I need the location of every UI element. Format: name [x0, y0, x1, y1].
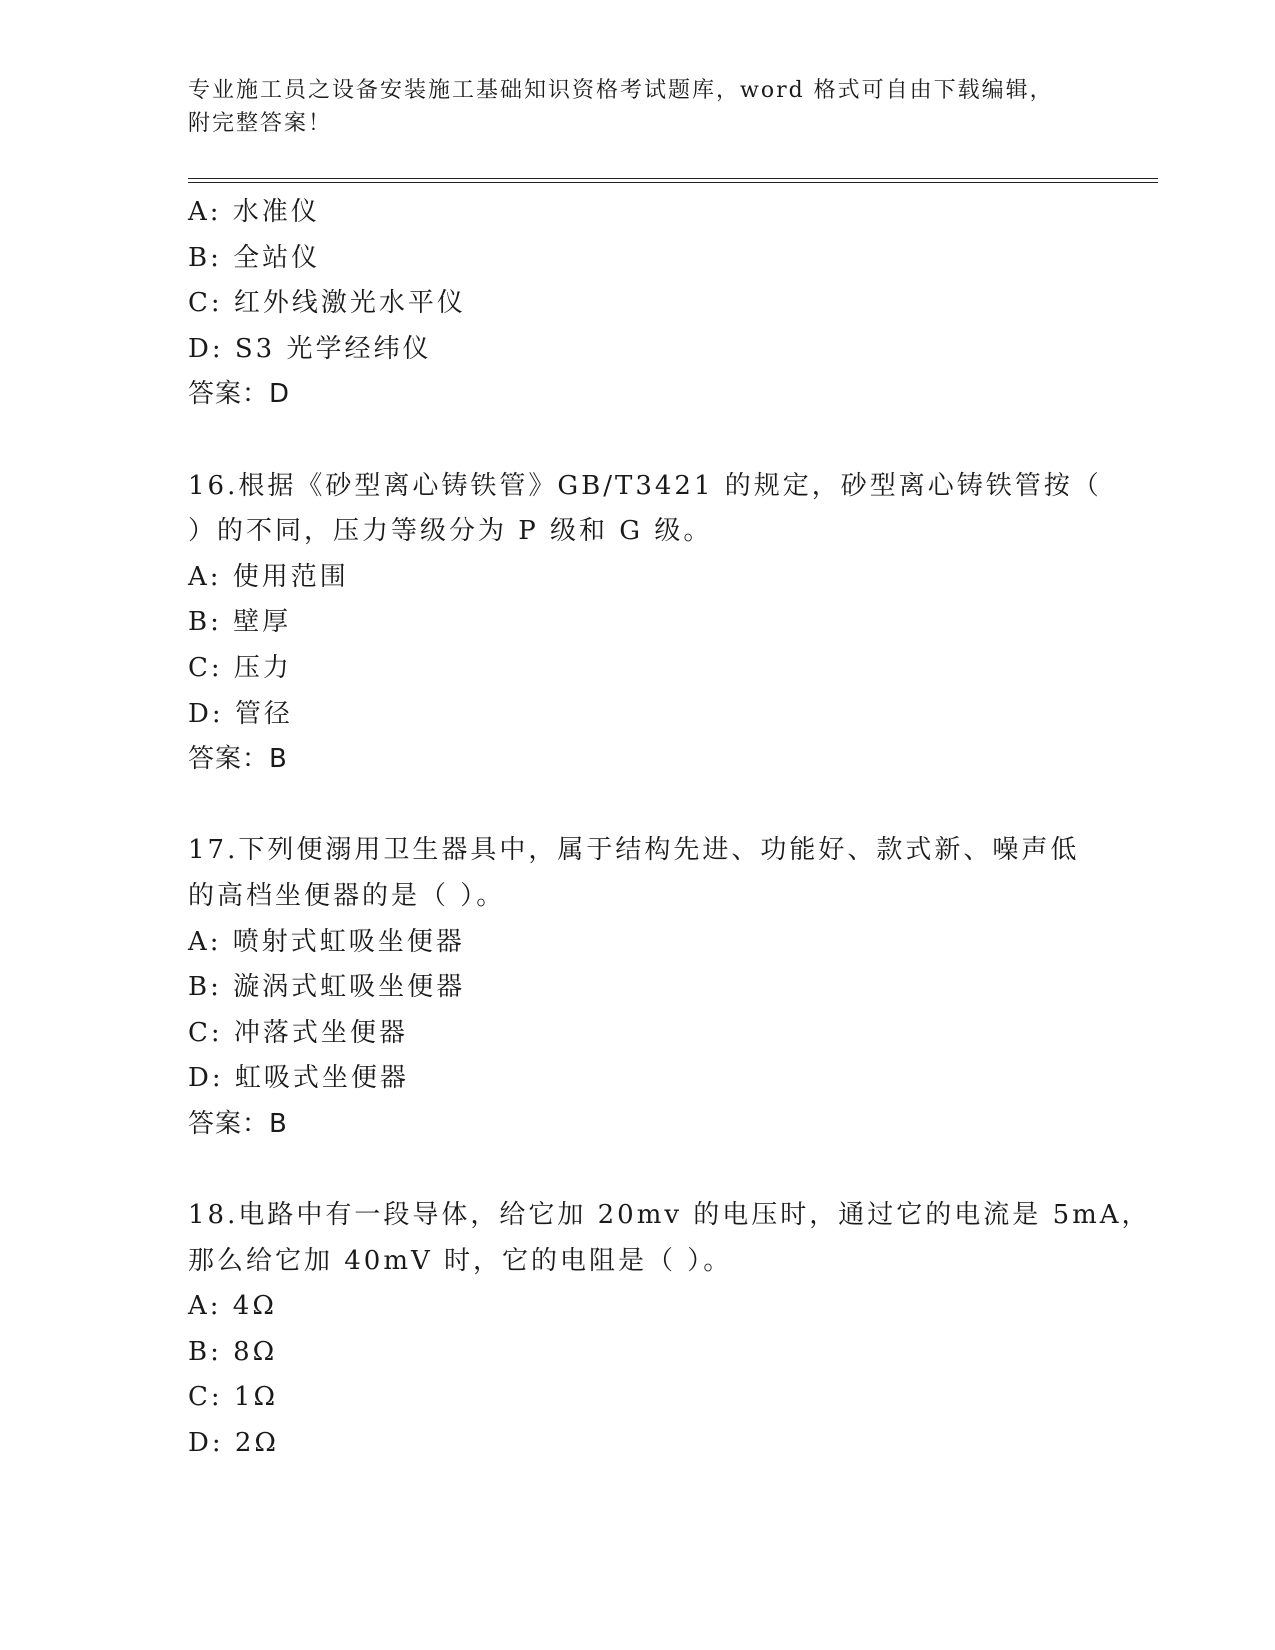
answer-line: 答案：B	[188, 744, 288, 775]
option-c: C: 压力	[188, 652, 292, 683]
question-list	[188, 190, 1158, 1467]
question-stem-line-1: 17.下列便溺用卫生器具中，属于结构先进、功能好、款式新、噪声低	[188, 835, 1080, 866]
header-line-1: 专业施工员之设备安装施工基础知识资格考试题库，word 格式可自由下载编辑，	[188, 78, 1054, 103]
question-18	[188, 1193, 1158, 1467]
question-15	[188, 190, 1158, 418]
option-a: A: 4Ω	[188, 1291, 277, 1322]
option-d: D: 管径	[188, 698, 293, 729]
option-b: B: 全站仪	[188, 242, 321, 273]
question-stem-line-1: 16.根据《砂型离心铸铁管》GB/T3421 的规定，砂型离心铸铁管按（	[188, 470, 1102, 501]
option-d: D: 2Ω	[188, 1428, 279, 1459]
spacer	[188, 418, 1158, 464]
option-d: D: S3 光学经纬仪	[188, 333, 432, 364]
spacer	[188, 1147, 1158, 1193]
option-a: A: 水准仪	[188, 197, 320, 227]
option-b: B: 8Ω	[188, 1336, 278, 1367]
header-line-2: 附完整答案！	[188, 111, 333, 136]
question-stem-line-1: 18.电路中有一段导体，给它加 20mv 的电压时，通过它的电流是 5mA，	[188, 1200, 1151, 1231]
question-stem-line-2: 的高档坐便器的是（ ）。	[188, 880, 506, 911]
header-divider	[188, 178, 1158, 183]
spacer	[188, 783, 1158, 829]
document-header	[188, 74, 1088, 140]
option-c: C: 1Ω	[188, 1382, 279, 1413]
question-stem-line-2: 那么给它加 40mV 时，它的电阻是（ ）。	[188, 1245, 733, 1276]
question-17	[188, 828, 1158, 1147]
option-c: C: 冲落式坐便器	[188, 1017, 408, 1048]
question-16	[188, 464, 1158, 783]
option-d: D: 虹吸式坐便器	[188, 1063, 409, 1094]
option-a: A: 使用范围	[188, 561, 349, 592]
question-stem-line-2: ）的不同，压力等级分为 P 级和 G 级。	[188, 516, 713, 547]
answer-line: 答案：D	[188, 379, 291, 410]
option-a: A: 喷射式虹吸坐便器	[188, 926, 465, 957]
option-b: B: 壁厚	[188, 607, 292, 638]
answer-line: 答案：B	[188, 1108, 288, 1139]
option-b: B: 漩涡式虹吸坐便器	[188, 972, 466, 1003]
option-c: C: 红外线激光水平仪	[188, 288, 466, 319]
